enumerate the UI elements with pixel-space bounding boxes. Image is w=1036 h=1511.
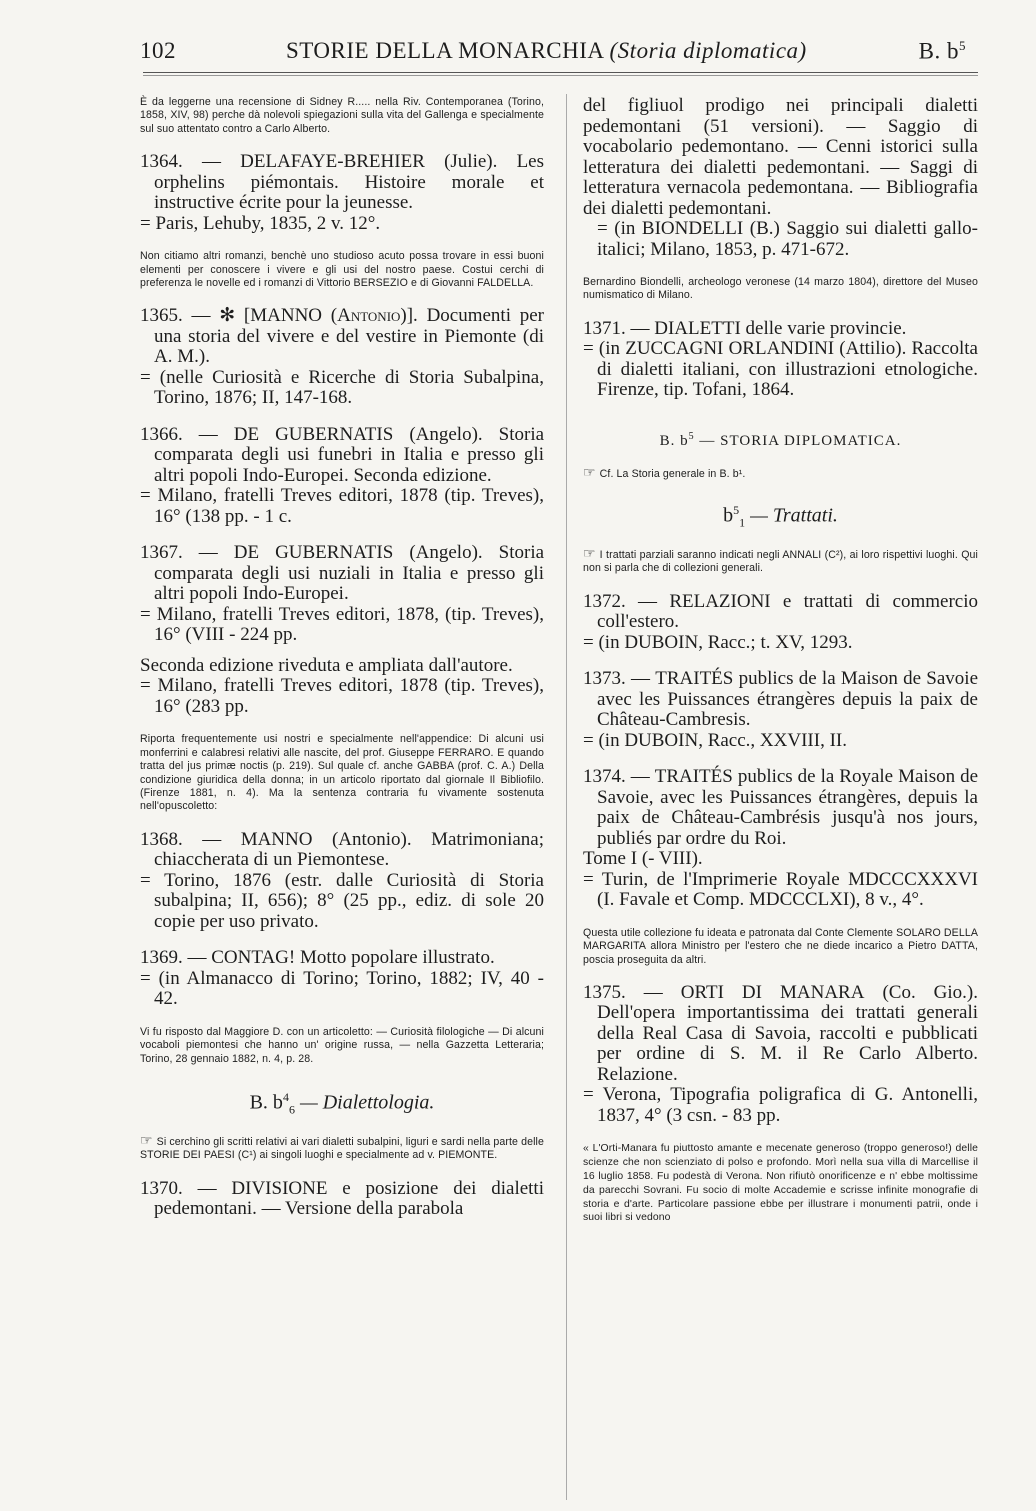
- entry-number: 1374. —: [583, 766, 650, 788]
- entry-author: DE GUBERNATIS: [233, 542, 394, 564]
- entry-number: 1365. —: [140, 305, 211, 327]
- entry-author: CONTAG!: [211, 947, 296, 969]
- pointing-hand-icon: ☞: [140, 1131, 153, 1148]
- entry-title: delle varie provincie.: [745, 317, 907, 339]
- entry-publication: = (in ZUCCAGNI ORLANDINI (Attilio). Raccolta di dialetti italiani, con illustrazioni etnologiche. Firenze, tip. Tofani, 1864.: [583, 338, 978, 401]
- entry-title: Motto popolare illustrato.: [299, 947, 495, 969]
- entry-number: 1372. —: [583, 590, 658, 612]
- note-1367: Riporta frequentemente usi nostri e specialmente nell'appendice: Di alcuni usi monferrini e calabresi relativi alle nascite, del prof. Giuseppe FERRARO. E quando tratta del jus primæ noctis (p. 219). Sul quale cf. anche GABBA (prof. C. A.) Della condizione giuridica della donna; in un articolo riportato dal giornale Il Bibliofilo. (Firenze 1881, n. 4). Ma la sentenza contraria fu vivamente sostenuta nell'opuscoletto:: [140, 733, 544, 813]
- entry-1372: [583, 592, 978, 654]
- section-heading-trattati: [583, 503, 978, 531]
- entry-1366: [140, 425, 544, 528]
- pointing-hand-icon: ☞: [583, 544, 596, 561]
- section-sup: 4: [282, 1090, 289, 1105]
- entry-publication: = Milano, fratelli Treves editori, 1878, (tip. Treves), 16° (VIII - 224 pp.: [140, 603, 544, 646]
- entry-1374: [583, 767, 978, 911]
- entry-title: publics de la Royale Maison de Savoie, avec les Puissances étrangères, depuis la paix de Château-Cambrésis jusqu'à nos jours, publiés par ordre du Roi.: [597, 766, 979, 849]
- note-text: Cf. La Storia generale in B. b¹.: [599, 467, 746, 480]
- entry-publication-2: = Milano, fratelli Treves editori, 1878 (tip. Treves), 16° (283 pp.: [140, 675, 544, 717]
- section-sup: 5: [688, 430, 695, 442]
- entry-title: (Co. Gio.). Dell'opera importantissima dei trattati generali della Real Casa di Savoia, raccolti e pubblicati per ordine di S. M. il Re Carlo Alberto. Relazione.: [597, 981, 979, 1085]
- entry-publication: = Paris, Lehuby, 1835, 2 v. 12°.: [140, 212, 381, 234]
- entry-publication: = (in DUBOIN, Racc., XXVIII, II.: [583, 729, 847, 751]
- entry-author: MANNO: [240, 828, 313, 850]
- entry-number: 1375. —: [583, 981, 663, 1003]
- entry-1371: [583, 319, 978, 401]
- entry-publication: = (nelle Curiosità e Ricerche di Storia Subalpina, Torino, 1876; II, 147-168.: [140, 366, 544, 409]
- note-1375: « L'Orti-Manara fu piuttosto amante e mecenate generoso (troppo generoso!) delle scienze che non scienziato di polso e profondo. Morì nella sua villa di Marcellise il 16 luglio 1858. Fu podestà di Verona. Non rifiutò onorificenze e n' ebbe moltissime da parecchi Sovrani. Fu socio di molte Accademie e scrisse infinite monografie di storia e d'arte. Particolare passione ebbe per illustrare i monumenti patrii, onde i suoi libri si vedono: [583, 1143, 978, 1224]
- note-text: Si cerchino gli scritti relativi ai vari dialetti subalpini, liguri e sardi nella parte delle STORIE DEI PAESI (C¹) ai singoli luoghi e specialmente ad v. PIEMONTE.: [140, 1135, 544, 1162]
- entry-1365: [140, 306, 544, 409]
- pointing-hand-icon: ☞: [583, 463, 596, 480]
- note-b6: [140, 1131, 544, 1163]
- running-header: [140, 38, 978, 72]
- entry-tome: Tome I (- VIII).: [583, 848, 703, 870]
- entry-number: 1368. —: [140, 828, 222, 850]
- entry-number: 1373. —: [583, 668, 650, 690]
- section-code-label: B. b: [918, 38, 959, 64]
- entry-author: ✻ [MANNO (Antonio)].: [219, 305, 418, 327]
- note-1370: Bernardino Biondelli, archeologo veronese (14 marzo 1804), direttore del Museo numismatico di Milano.: [583, 276, 978, 302]
- entry-author: DIALETTI: [654, 317, 741, 339]
- entry-publication: = Turin, de l'Imprimerie Royale MDCCCXXXVI (I. Favale et Comp. MDCCCLXI), 8 v., 4°.: [583, 868, 978, 911]
- entry-publication: = Torino, 1876 (estr. dalle Curiosità di Storia subalpina; II, 656); 8° (25 pp., ediz. di sole 20 copie per uso privato.: [140, 869, 544, 932]
- section-label: B. b: [249, 1091, 283, 1114]
- entry-title: (Angelo). Storia comparata degli usi funebri in Italia e presso gli altri popoli Indo-Europei. Seconda edizione.: [154, 423, 545, 486]
- note-top: È da leggerne una recensione di Sidney R..... nella Riv. Contemporanea (Torino, 1858, XIV, 98) perche dà nolevoli spiegazioni sulla vita del Gallenga e specialmente sul suo attentato contro a Carlo Alberto.: [140, 96, 544, 135]
- entry-1367: [140, 543, 544, 717]
- entry-author: DE GUBERNATIS: [233, 423, 394, 445]
- entry-publication: = Milano, fratelli Treves editori, 1878 (tip. Treves), 16° (138 pp. - 1 c.: [140, 485, 544, 527]
- running-title-sub: (Storia diplomatica): [609, 38, 807, 63]
- page-number: 102: [140, 38, 176, 63]
- note-1374: Questa utile collezione fu ideata e patronata dal Conte Clemente SOLARO DELLA MARGARITA allora Ministro per l'estero che ne diede incarico a Pietro DATTA, poscia proseguita da altri.: [583, 926, 978, 966]
- entry-1373: [583, 669, 978, 751]
- section-title: — STORIA DIPLOMATICA.: [699, 432, 902, 449]
- entry-author: ORTI DI MANARA: [680, 981, 865, 1003]
- header-rule-thin: [143, 75, 978, 76]
- entry-author: DELAFAYE-BREHIER: [240, 151, 425, 173]
- entry-1370-continued: [583, 96, 978, 260]
- entry-title: e trattati di commercio coll'estero.: [597, 590, 979, 633]
- entry-title: publics de la Maison de Savoie avec les Puissances étrangères depuis la paix de Château-Cambresis.: [597, 668, 979, 731]
- section-title: — Trattati.: [750, 504, 838, 527]
- entry-author: TRAITÉS: [655, 668, 734, 690]
- section-label: b: [723, 504, 734, 527]
- section-label: B. b: [659, 432, 689, 449]
- entry-title: (Angelo). Storia comparata degli usi nuziali in Italia e presso gli altri popoli Indo-Europei.: [154, 542, 545, 605]
- entry-1375: [583, 983, 978, 1127]
- section-heading-storia-diplomatica: [583, 431, 978, 450]
- section-code-sup: 5: [959, 38, 966, 53]
- entry-author: DIVISIONE: [231, 1177, 328, 1199]
- section-title: — Dialettologia.: [299, 1091, 435, 1114]
- entry-number: 1371. —: [583, 317, 650, 339]
- note-1364: Non citiamo altri romanzi, benchè uno studioso acuto possa trovare in essi buoni elementi per conoscere i vivere e gli usi del nostro paese. Costui cerchi di preferenza le novelle ed i romanzi di Vittorio BERSEZIO e di Giovanni FALDELLA.: [140, 250, 544, 290]
- note-b51: [583, 544, 978, 576]
- column-separator: [566, 94, 567, 1500]
- entry-publication: = (in Almanacco di Torino; Torino, 1882; IV, 40 - 42.: [140, 967, 544, 1010]
- entry-number: 1369. —: [140, 947, 207, 969]
- entry-1364: 1364. — DELAFAYE-BREHIER (Julie). Les orphelins piémontais. Histoire morale et instructive écrite pour la jeunesse. = Paris, Lehuby, 1835, 2 v. 12°.: [140, 151, 544, 234]
- note-1369: Vi fu risposto dal Maggiore D. con un articoletto: — Curiosità filologiche — Di alcuni vocaboli piemontesi che hanno un' origine russa, — nella Gazzetta Letteraria; Torino, 28 gennaio 1882, n. 4, p. 28.: [140, 1025, 544, 1065]
- entry-1368: [140, 830, 544, 933]
- entry-1370: [140, 1179, 544, 1220]
- note-text: I trattati parziali saranno indicati negli ANNALI (C²), ai loro rispettivi luoghi. Qui non si parla che di collezioni generali.: [583, 548, 978, 575]
- entry-title: (Antonio). Matrimoniana; chiaccherata di un Piemontese.: [154, 828, 544, 871]
- entry-1369: [140, 948, 544, 1010]
- entry-number: 1367. —: [140, 542, 218, 564]
- section-sub: 6: [288, 1102, 295, 1117]
- entry-publication: = (in BIONDELLI (B.) Saggio sui dialetti gallo-italici; Milano, 1853, p. 471-672.: [597, 218, 978, 260]
- running-title: [286, 38, 807, 64]
- note-b5: [583, 463, 978, 481]
- entry-number: 1364.: [140, 151, 183, 173]
- entry-number: 1366. —: [140, 423, 218, 445]
- entry-author: RELAZIONI: [669, 590, 771, 612]
- header-rule: [143, 72, 978, 73]
- section-sup: 5: [733, 503, 740, 518]
- entry-publication: = Verona, Tipografia poligrafica di G. Antonelli, 1837, 4° (3 csn. - 83 pp.: [583, 1084, 978, 1126]
- entry-edition: Seconda edizione riveduta e ampliata dall'autore.: [140, 654, 513, 676]
- right-column: [583, 96, 978, 1241]
- entry-title: Documenti per una storia del vivere e del vestire in Piemonte (di A. M.).: [154, 305, 544, 368]
- entry-title: e posizione dei dialetti pedemontani. — Versione della parabola: [154, 1177, 544, 1220]
- left-column: [140, 96, 544, 1236]
- entry-number: 1370. —: [140, 1177, 217, 1199]
- running-title-main: STORIE DELLA MONARCHIA: [286, 38, 604, 63]
- entry-author: TRAITÉS: [654, 766, 733, 788]
- entry-publication: = (in DUBOIN, Racc.; t. XV, 1293.: [583, 631, 853, 653]
- section-sub: 1: [739, 515, 746, 530]
- entry-title: del figliuol prodigo nei principali dialetti pedemontani (51 versioni). — Saggio di vocabolario pedemontano. — Cenni istorici sulla letteratura dei dialetti pedemontani. — Saggi di letteratura vernacola pedemontana. — Bibliografia dei dialetti pedemontani.: [583, 95, 978, 219]
- section-code: [919, 38, 966, 65]
- section-heading-dialettologia: [140, 1090, 544, 1118]
- entry-title: (Julie). Les orphelins piémontais. Histoire morale et instructive écrite pour la jeunesse.: [154, 151, 544, 214]
